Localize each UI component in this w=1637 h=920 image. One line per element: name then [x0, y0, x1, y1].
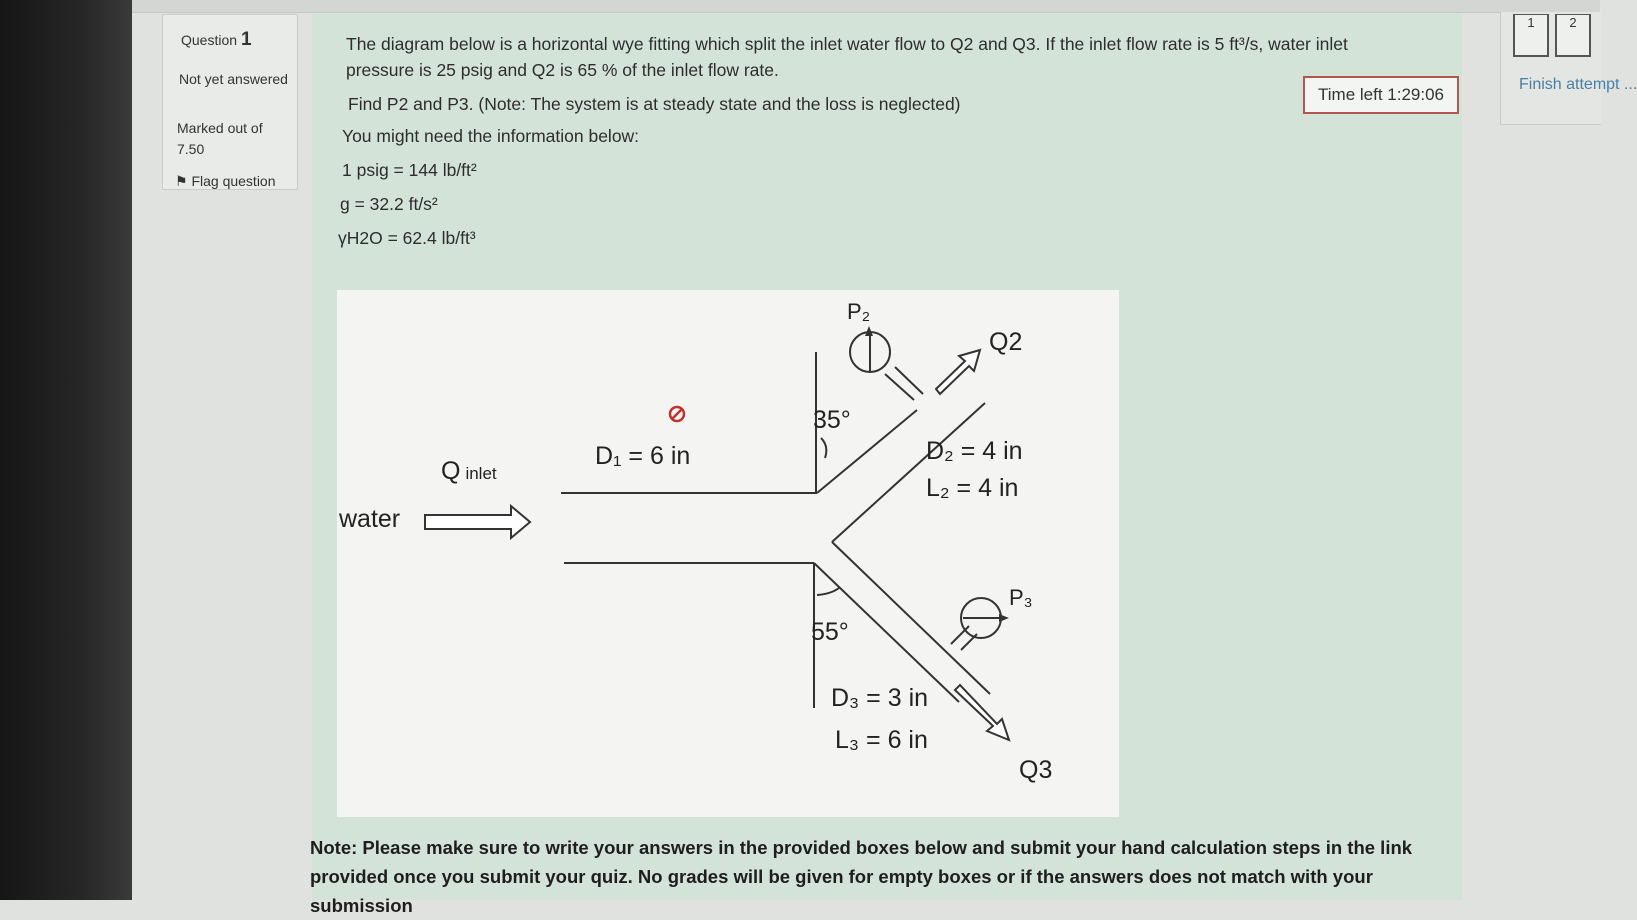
diagram-drawing: [337, 290, 1119, 817]
water-inlet-arrow: [425, 506, 530, 538]
q-inlet-label: Q inlet: [441, 457, 497, 485]
question-text-line3: Find P2 and P3. (Note: The system is at steady state and the loss is neglected): [348, 94, 961, 114]
nav-question-1[interactable]: 1: [1513, 14, 1549, 57]
monitor-bezel: [0, 0, 132, 900]
question-text-line2: pressure is 25 psig and Q2 is 65 % of the inlet flow rate.: [346, 60, 779, 80]
q2-outlet-arrow: [936, 350, 980, 394]
q3-outlet-arrow: [955, 685, 1009, 740]
question-status: Not yet answered: [179, 71, 288, 87]
stop-icon: [670, 407, 684, 421]
nav-question-2[interactable]: 2: [1555, 14, 1591, 57]
q3-label: Q3: [1019, 756, 1053, 784]
d3-label: D₃ = 3 in: [831, 684, 929, 712]
angle-35-label: 35°: [813, 406, 851, 434]
d1-label: D₁ = 6 in: [595, 442, 691, 470]
p2-label: P₂: [847, 299, 871, 324]
angle-arc-35: [821, 438, 826, 458]
question-info-box: [162, 14, 298, 190]
top-strip: [132, 0, 1600, 13]
gauge2-stem-a: [885, 374, 914, 400]
finish-attempt-link[interactable]: Finish attempt ...: [1519, 76, 1637, 93]
q2-label: Q2: [989, 328, 1023, 356]
question-text-line1: The diagram below is a horizontal wye fitting which split the inlet water flow to Q2 and Q3. If the inlet flow rate is 5 ft³/s, water inlet: [346, 34, 1348, 54]
wye-fitting-diagram: [337, 290, 1119, 817]
angle-55-label: 55°: [811, 618, 849, 646]
question-text-line4: You might need the information below:: [342, 126, 640, 146]
flag-question-button[interactable]: ⚑ Flag question: [175, 173, 276, 189]
gauge3-needle-tip: [999, 614, 1009, 622]
gauge2-stem-b: [895, 367, 923, 394]
submission-note: Note: Please make sure to write your answers in the provided boxes below and submit your hand calculation steps in the link provided once you submit your quiz. No grades will be given for empty boxes or if the answers does not match with your submission: [310, 837, 1413, 916]
info-psig: 1 psig = 144 lb/ft²: [342, 160, 477, 180]
l3-label: L₃ = 6 in: [835, 726, 928, 754]
d2-label: D₂ = 4 in: [926, 437, 1023, 465]
p3-label: P₃: [1009, 585, 1033, 610]
question-number: Question 1: [181, 29, 252, 50]
gauge3-stem-a: [951, 626, 969, 644]
time-left-box: Time left 1:29:06: [1303, 76, 1459, 114]
flag-icon: ⚑: [175, 173, 188, 189]
water-label: water: [339, 505, 401, 533]
l2-label: L₂ = 4 in: [926, 474, 1019, 502]
angle-arc-55: [817, 588, 839, 595]
gauge2-needle-tip: [865, 326, 873, 336]
question-marks: Marked out of 7.50: [177, 120, 263, 157]
branch2-lower-wall: [832, 403, 985, 542]
info-gamma: γH2O = 62.4 lb/ft³: [338, 228, 476, 248]
info-gravity: g = 32.2 ft/s²: [340, 194, 438, 214]
quiz-navigation: [1500, 12, 1637, 125]
